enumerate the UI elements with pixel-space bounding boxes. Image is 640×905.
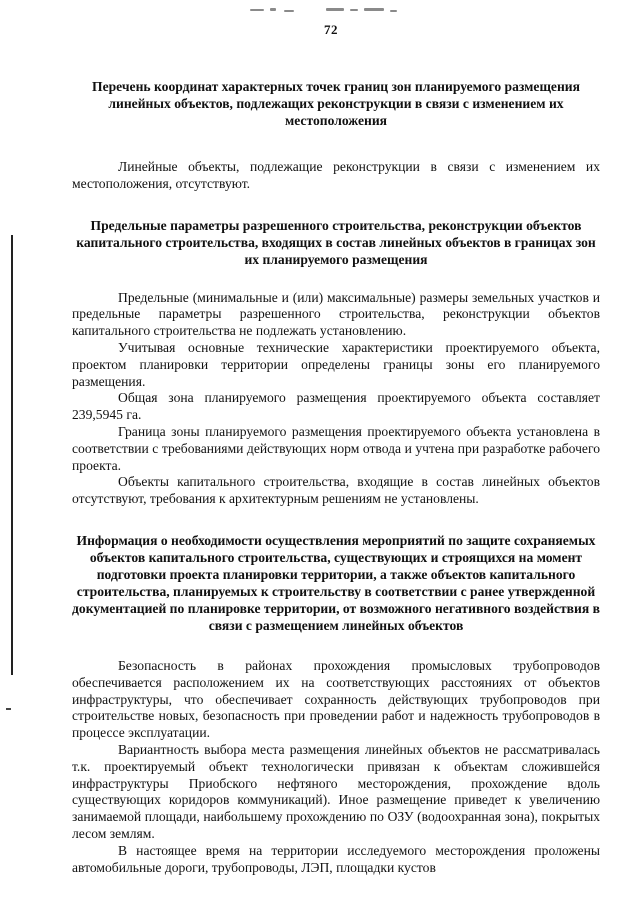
section-heading-construction-parameters: Предельные параметры разрешенного строительства, реконструкции объектов капитального строительства, входящих в состав линейных объектов в границах зон их планируемого размещения bbox=[76, 217, 596, 267]
scan-artifact bbox=[240, 6, 410, 16]
binding-margin-line bbox=[11, 235, 13, 675]
document-body bbox=[72, 78, 600, 876]
paragraph: Граница зоны планируемого размещения проектируемого объекта установлена в соответствии с требованиями действующих норм отвода и учтена при разработке рабочего проекта. bbox=[72, 423, 600, 473]
paragraph: Вариантность выбора места размещения линейных объектов не рассматривалась т.к. проектируемый объект технологически привязан к объектам сложившейся инфраструктуры Приобского нефтяного месторождения, прохождение вдоль существующих коридоров коммуникаций). Иное размещение приведет к увеличению занимаемой площади, наибольшему прохождению по ОЗУ (водоохранная зона), покрытых лесом землям. bbox=[72, 741, 600, 841]
paragraph: Объекты капитального строительства, входящие в состав линейных объектов отсутствуют, требования к архитектурным решениям не установлены. bbox=[72, 474, 600, 507]
section-heading-protection-measures: Информация о необходимости осуществления мероприятий по защите сохраняемых объектов капитального строительства, существующих и строящихся на момент подготовки проекта планировки территории, а также объектов капитального строительства, планируемых к строительству в соответствии с ранее утвержденной документацией по планировке территории, от возможного негативного воздействия в связи с размещением линейных объектов bbox=[72, 532, 600, 633]
paragraph: Линейные объекты, подлежащие реконструкции в связи с изменением их местоположения, отсутствуют. bbox=[72, 159, 600, 191]
paragraph: Учитывая основные технические характеристики проектируемого объекта, проектом планировки территории определены границы зоны его планируемого размещения. bbox=[72, 339, 600, 389]
paragraph: В настоящее время на территории исследуемого месторождения проложены автомобильные дороги, трубопроводы, ЛЭП, площадки кустов bbox=[72, 842, 600, 875]
section-heading-coordinates: Перечень координат характерных точек границ зон планируемого размещения линейных объектов, подлежащих реконструкции в связи с изменением их местоположения bbox=[92, 79, 580, 128]
page-number: 72 bbox=[324, 22, 338, 37]
paragraph: Предельные (минимальные и (или) максимальные) размеры земельных участков и предельные параметры разрешенного строительства, реконструкции объектов капитального строительства не подлежать установлению. bbox=[72, 289, 600, 339]
binding-margin-mark bbox=[6, 708, 11, 710]
paragraph: Безопасность в районах прохождения промысловых трубопроводов обеспечивается расположением их на соответствующих расстояниях от объектов инфраструктуры, что обеспечивает сохранность действующих трубопроводов при строительстве новых, безопасность при проведении работ и надежность трубопроводов в процессе эксплуатации. bbox=[72, 657, 600, 741]
paragraph: Общая зона планируемого размещения проектируемого объекта составляет 239,5945 га. bbox=[72, 390, 600, 423]
